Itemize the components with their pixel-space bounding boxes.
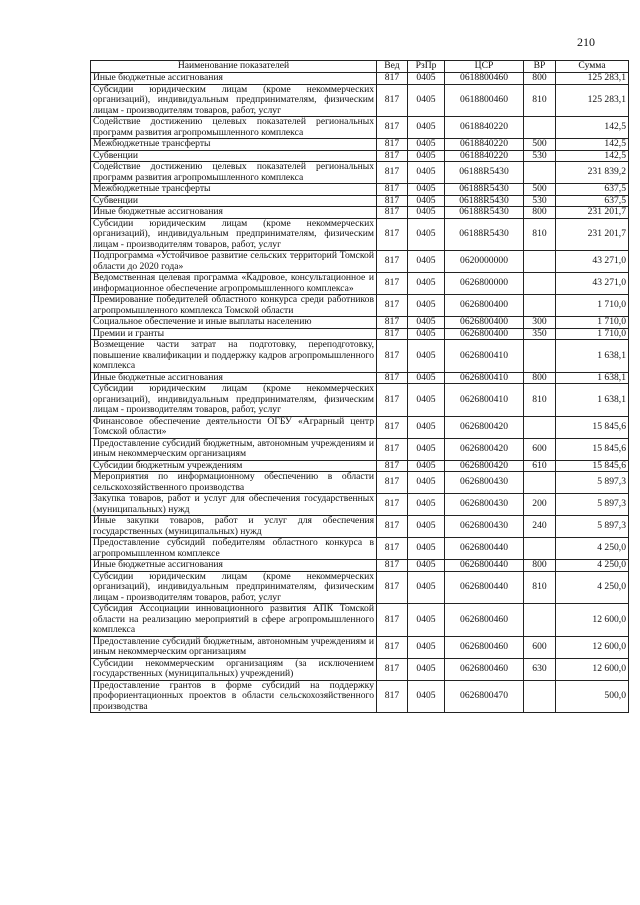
- cell-name: Субвенции: [91, 195, 377, 207]
- cell-csr: 0626800420: [445, 416, 524, 438]
- cell-csr: 0626800420: [445, 438, 524, 460]
- cell-sum: 15 845,6: [556, 438, 629, 460]
- cell-name: Содействие достижению целевых показателей региональных программ развития агропромышленного комплекса: [91, 162, 377, 184]
- cell-csr: 0626800460: [445, 636, 524, 658]
- table-row: [91, 658, 629, 680]
- cell-sum: 5 897,3: [556, 516, 629, 538]
- cell-vr: 200: [524, 494, 556, 516]
- cell-ved: 817: [377, 658, 408, 680]
- table-row: [91, 680, 629, 713]
- cell-csr: 0626800420: [445, 460, 524, 472]
- cell-csr: 0626800440: [445, 560, 524, 572]
- cell-sum: 12 600,0: [556, 636, 629, 658]
- cell-rzpr: 0405: [408, 251, 445, 273]
- cell-sum: 12 600,0: [556, 604, 629, 637]
- table-row: [91, 162, 629, 184]
- cell-ved: 817: [377, 295, 408, 317]
- cell-ved: 817: [377, 84, 408, 117]
- header-ved: Вед: [377, 61, 408, 73]
- cell-csr: 0618840220: [445, 139, 524, 151]
- cell-vr: 630: [524, 658, 556, 680]
- cell-vr: 810: [524, 84, 556, 117]
- cell-vr: 500: [524, 139, 556, 151]
- cell-csr: 0626800410: [445, 340, 524, 373]
- table-row: [91, 73, 629, 85]
- cell-ved: 817: [377, 516, 408, 538]
- cell-vr: 530: [524, 195, 556, 207]
- cell-ved: 817: [377, 251, 408, 273]
- cell-sum: 500,0: [556, 680, 629, 713]
- cell-sum: 231 201,7: [556, 207, 629, 219]
- cell-rzpr: 0405: [408, 438, 445, 460]
- cell-name: Иные закупки товаров, работ и услуг для обеспечения государственных (муниципальных) нужд: [91, 516, 377, 538]
- cell-vr: 610: [524, 460, 556, 472]
- cell-sum: 125 283,1: [556, 84, 629, 117]
- cell-csr: 0626800470: [445, 680, 524, 713]
- cell-csr: 06188R5430: [445, 184, 524, 196]
- cell-rzpr: 0405: [408, 460, 445, 472]
- cell-rzpr: 0405: [408, 538, 445, 560]
- cell-sum: 125 283,1: [556, 73, 629, 85]
- table-row: [91, 84, 629, 117]
- cell-name: Финансовое обеспечение деятельности ОГБУ «Аграрный центр Томской области»: [91, 416, 377, 438]
- cell-ved: 817: [377, 207, 408, 219]
- cell-vr: 350: [524, 328, 556, 340]
- cell-csr: 0626800400: [445, 317, 524, 329]
- cell-rzpr: 0405: [408, 328, 445, 340]
- table-row: [91, 295, 629, 317]
- cell-rzpr: 0405: [408, 317, 445, 329]
- cell-csr: 0626800410: [445, 384, 524, 417]
- cell-csr: 0626800430: [445, 516, 524, 538]
- cell-name: Мероприятия по информационному обеспечению в области сельскохозяйственного производства: [91, 472, 377, 494]
- table-row: [91, 207, 629, 219]
- cell-rzpr: 0405: [408, 636, 445, 658]
- cell-name: Возмещение части затрат на подготовку, переподготовку, повышение квалификации и поддержку кадров агропромышленного комплекса: [91, 340, 377, 373]
- cell-vr: 800: [524, 372, 556, 384]
- header-csr: ЦСР: [445, 61, 524, 73]
- cell-ved: 817: [377, 340, 408, 373]
- cell-name: Субсидии юридическим лицам (кроме некоммерческих организаций), индивидуальным предпринимателям, физическим лицам - производителям товаров, работ, услуг: [91, 384, 377, 417]
- cell-vr: 810: [524, 571, 556, 604]
- cell-rzpr: 0405: [408, 207, 445, 219]
- cell-sum: 142,5: [556, 117, 629, 139]
- cell-name: Субсидия Ассоциации инновационного развития АПК Томской области на реализацию мероприятий в сфере агропромышленного комплекса: [91, 604, 377, 637]
- cell-name: Премии и гранты: [91, 328, 377, 340]
- cell-name: Премирование победителей областного конкурса среди работников агропромышленного комплекса Томской области: [91, 295, 377, 317]
- table-row: [91, 340, 629, 373]
- cell-ved: 817: [377, 438, 408, 460]
- cell-ved: 817: [377, 604, 408, 637]
- cell-sum: 43 271,0: [556, 273, 629, 295]
- cell-csr: 06188R5430: [445, 218, 524, 251]
- cell-ved: 817: [377, 195, 408, 207]
- cell-vr: 810: [524, 218, 556, 251]
- cell-name: Субсидии юридическим лицам (кроме некоммерческих организаций), индивидуальным предпринимателям, физическим лицам - производителям товаров, работ, услуг: [91, 571, 377, 604]
- cell-rzpr: 0405: [408, 416, 445, 438]
- cell-vr: 800: [524, 73, 556, 85]
- cell-csr: 0626800400: [445, 295, 524, 317]
- cell-sum: 1 710,0: [556, 328, 629, 340]
- cell-sum: 1 638,1: [556, 384, 629, 417]
- cell-name: Иные бюджетные ассигнования: [91, 372, 377, 384]
- table-row: [91, 184, 629, 196]
- cell-ved: 817: [377, 416, 408, 438]
- cell-vr: [524, 295, 556, 317]
- cell-csr: 0618840220: [445, 150, 524, 162]
- cell-csr: 0626800460: [445, 604, 524, 637]
- cell-name: Субвенции: [91, 150, 377, 162]
- table-row: [91, 604, 629, 637]
- cell-ved: 817: [377, 162, 408, 184]
- cell-rzpr: 0405: [408, 604, 445, 637]
- cell-ved: 817: [377, 139, 408, 151]
- cell-sum: 4 250,0: [556, 571, 629, 604]
- table-row: [91, 438, 629, 460]
- cell-rzpr: 0405: [408, 73, 445, 85]
- cell-sum: 1 710,0: [556, 295, 629, 317]
- cell-ved: 817: [377, 636, 408, 658]
- table-row: [91, 516, 629, 538]
- table-row: [91, 472, 629, 494]
- cell-rzpr: 0405: [408, 117, 445, 139]
- cell-ved: 817: [377, 317, 408, 329]
- cell-vr: 500: [524, 184, 556, 196]
- header-rzpr: РзПр: [408, 61, 445, 73]
- cell-name: Содействие достижению целевых показателей региональных программ развития агропромышленного комплекса: [91, 117, 377, 139]
- cell-rzpr: 0405: [408, 150, 445, 162]
- cell-ved: 817: [377, 150, 408, 162]
- cell-rzpr: 0405: [408, 560, 445, 572]
- cell-ved: 817: [377, 560, 408, 572]
- cell-vr: [524, 251, 556, 273]
- cell-ved: 817: [377, 460, 408, 472]
- page-number: 210: [577, 35, 595, 49]
- cell-rzpr: 0405: [408, 273, 445, 295]
- table-row: [91, 150, 629, 162]
- table-row: [91, 416, 629, 438]
- cell-sum: 1 638,1: [556, 372, 629, 384]
- table-row: [91, 328, 629, 340]
- cell-vr: [524, 273, 556, 295]
- table-row: [91, 117, 629, 139]
- cell-rzpr: 0405: [408, 384, 445, 417]
- cell-sum: 5 897,3: [556, 472, 629, 494]
- cell-rzpr: 0405: [408, 139, 445, 151]
- cell-sum: 1 638,1: [556, 340, 629, 373]
- cell-ved: 817: [377, 117, 408, 139]
- cell-sum: 5 897,3: [556, 494, 629, 516]
- cell-rzpr: 0405: [408, 516, 445, 538]
- cell-csr: 0626800000: [445, 273, 524, 295]
- table-row: [91, 636, 629, 658]
- cell-rzpr: 0405: [408, 162, 445, 184]
- cell-name: Предоставление субсидий бюджетным, автономным учреждениям и иным некоммерческим организациям: [91, 636, 377, 658]
- table-header-row: [91, 61, 629, 73]
- cell-csr: 0626800400: [445, 328, 524, 340]
- cell-csr: 0618800460: [445, 73, 524, 85]
- cell-vr: 600: [524, 438, 556, 460]
- cell-vr: [524, 472, 556, 494]
- cell-rzpr: 0405: [408, 218, 445, 251]
- cell-rzpr: 0405: [408, 658, 445, 680]
- cell-name: Иные бюджетные ассигнования: [91, 73, 377, 85]
- table-row: [91, 538, 629, 560]
- cell-rzpr: 0405: [408, 472, 445, 494]
- cell-name: Иные бюджетные ассигнования: [91, 560, 377, 572]
- cell-name: Предоставление грантов в форме субсидий на поддержку профориентационных проектов в области сельскохозяйственного производства: [91, 680, 377, 713]
- cell-sum: 4 250,0: [556, 560, 629, 572]
- header-sum: Сумма: [556, 61, 629, 73]
- cell-csr: 0618800460: [445, 84, 524, 117]
- cell-ved: 817: [377, 384, 408, 417]
- cell-ved: 817: [377, 372, 408, 384]
- cell-sum: 4 250,0: [556, 538, 629, 560]
- cell-vr: 530: [524, 150, 556, 162]
- cell-csr: 06188R5430: [445, 207, 524, 219]
- header-vr: ВР: [524, 61, 556, 73]
- cell-vr: 300: [524, 317, 556, 329]
- cell-vr: 800: [524, 207, 556, 219]
- cell-name: Субсидии некоммерческим организациям (за исключением государственных (муниципальных) учреждений): [91, 658, 377, 680]
- cell-vr: [524, 340, 556, 373]
- cell-sum: 15 845,6: [556, 416, 629, 438]
- table-row: [91, 372, 629, 384]
- cell-sum: 12 600,0: [556, 658, 629, 680]
- cell-sum: 231 201,7: [556, 218, 629, 251]
- cell-rzpr: 0405: [408, 340, 445, 373]
- cell-csr: 0626800430: [445, 494, 524, 516]
- cell-csr: 0618840220: [445, 117, 524, 139]
- cell-csr: 06188R5430: [445, 162, 524, 184]
- header-name: Наименование показателей: [91, 61, 377, 73]
- table-row: [91, 571, 629, 604]
- cell-sum: 15 845,6: [556, 460, 629, 472]
- cell-sum: 637,5: [556, 195, 629, 207]
- cell-sum: 142,5: [556, 150, 629, 162]
- cell-ved: 817: [377, 73, 408, 85]
- cell-ved: 817: [377, 538, 408, 560]
- cell-vr: 240: [524, 516, 556, 538]
- table-row: [91, 460, 629, 472]
- cell-vr: 810: [524, 384, 556, 417]
- cell-sum: 142,5: [556, 139, 629, 151]
- cell-name: Ведомственная целевая программа «Кадровое, консультационное и информационное обеспечение агропромышленного комплекса»: [91, 273, 377, 295]
- cell-sum: 637,5: [556, 184, 629, 196]
- cell-vr: [524, 604, 556, 637]
- table-row: [91, 494, 629, 516]
- cell-ved: 817: [377, 273, 408, 295]
- cell-name: Межбюджетные трансферты: [91, 184, 377, 196]
- cell-name: Социальное обеспечение и иные выплаты населению: [91, 317, 377, 329]
- table-row: [91, 273, 629, 295]
- table-row: [91, 218, 629, 251]
- cell-ved: 817: [377, 328, 408, 340]
- cell-ved: 817: [377, 571, 408, 604]
- cell-name: Закупка товаров, работ и услуг для обеспечения государственных (муниципальных) нужд: [91, 494, 377, 516]
- cell-rzpr: 0405: [408, 295, 445, 317]
- cell-ved: 817: [377, 680, 408, 713]
- cell-csr: 0620000000: [445, 251, 524, 273]
- cell-name: Иные бюджетные ассигнования: [91, 207, 377, 219]
- cell-vr: [524, 416, 556, 438]
- table-body: [91, 73, 629, 713]
- cell-vr: [524, 680, 556, 713]
- cell-ved: 817: [377, 218, 408, 251]
- table-row: [91, 317, 629, 329]
- cell-rzpr: 0405: [408, 84, 445, 117]
- cell-ved: 817: [377, 184, 408, 196]
- cell-name: Межбюджетные трансферты: [91, 139, 377, 151]
- cell-rzpr: 0405: [408, 184, 445, 196]
- cell-sum: 1 710,0: [556, 317, 629, 329]
- cell-vr: [524, 117, 556, 139]
- cell-name: Предоставление субсидий победителям областного конкурса в агропромышленном комплексе: [91, 538, 377, 560]
- cell-rzpr: 0405: [408, 195, 445, 207]
- cell-vr: [524, 162, 556, 184]
- cell-csr: 06188R5430: [445, 195, 524, 207]
- cell-rzpr: 0405: [408, 372, 445, 384]
- cell-csr: 0626800440: [445, 571, 524, 604]
- cell-name: Подпрограмма «Устойчивое развитие сельских территорий Томской области до 2020 года»: [91, 251, 377, 273]
- cell-csr: 0626800440: [445, 538, 524, 560]
- cell-rzpr: 0405: [408, 571, 445, 604]
- table-row: [91, 251, 629, 273]
- table-row: [91, 139, 629, 151]
- cell-ved: 817: [377, 472, 408, 494]
- budget-table: [90, 60, 629, 713]
- cell-sum: 231 839,2: [556, 162, 629, 184]
- cell-csr: 0626800430: [445, 472, 524, 494]
- cell-rzpr: 0405: [408, 494, 445, 516]
- table-row: [91, 560, 629, 572]
- cell-vr: [524, 538, 556, 560]
- cell-name: Субсидии юридическим лицам (кроме некоммерческих организаций), индивидуальным предпринимателям, физическим лицам - производителям товаров, работ, услуг: [91, 218, 377, 251]
- cell-csr: 0626800410: [445, 372, 524, 384]
- cell-ved: 817: [377, 494, 408, 516]
- cell-csr: 0626800460: [445, 658, 524, 680]
- cell-rzpr: 0405: [408, 680, 445, 713]
- cell-sum: 43 271,0: [556, 251, 629, 273]
- cell-name: Субсидии бюджетным учреждениям: [91, 460, 377, 472]
- cell-name: Субсидии юридическим лицам (кроме некоммерческих организаций), индивидуальным предпринимателям, физическим лицам - производителям товаров, работ, услуг: [91, 84, 377, 117]
- table-row: [91, 195, 629, 207]
- table-row: [91, 384, 629, 417]
- cell-vr: 800: [524, 560, 556, 572]
- cell-vr: 600: [524, 636, 556, 658]
- cell-name: Предоставление субсидий бюджетным, автономным учреждениям и иным некоммерческим организациям: [91, 438, 377, 460]
